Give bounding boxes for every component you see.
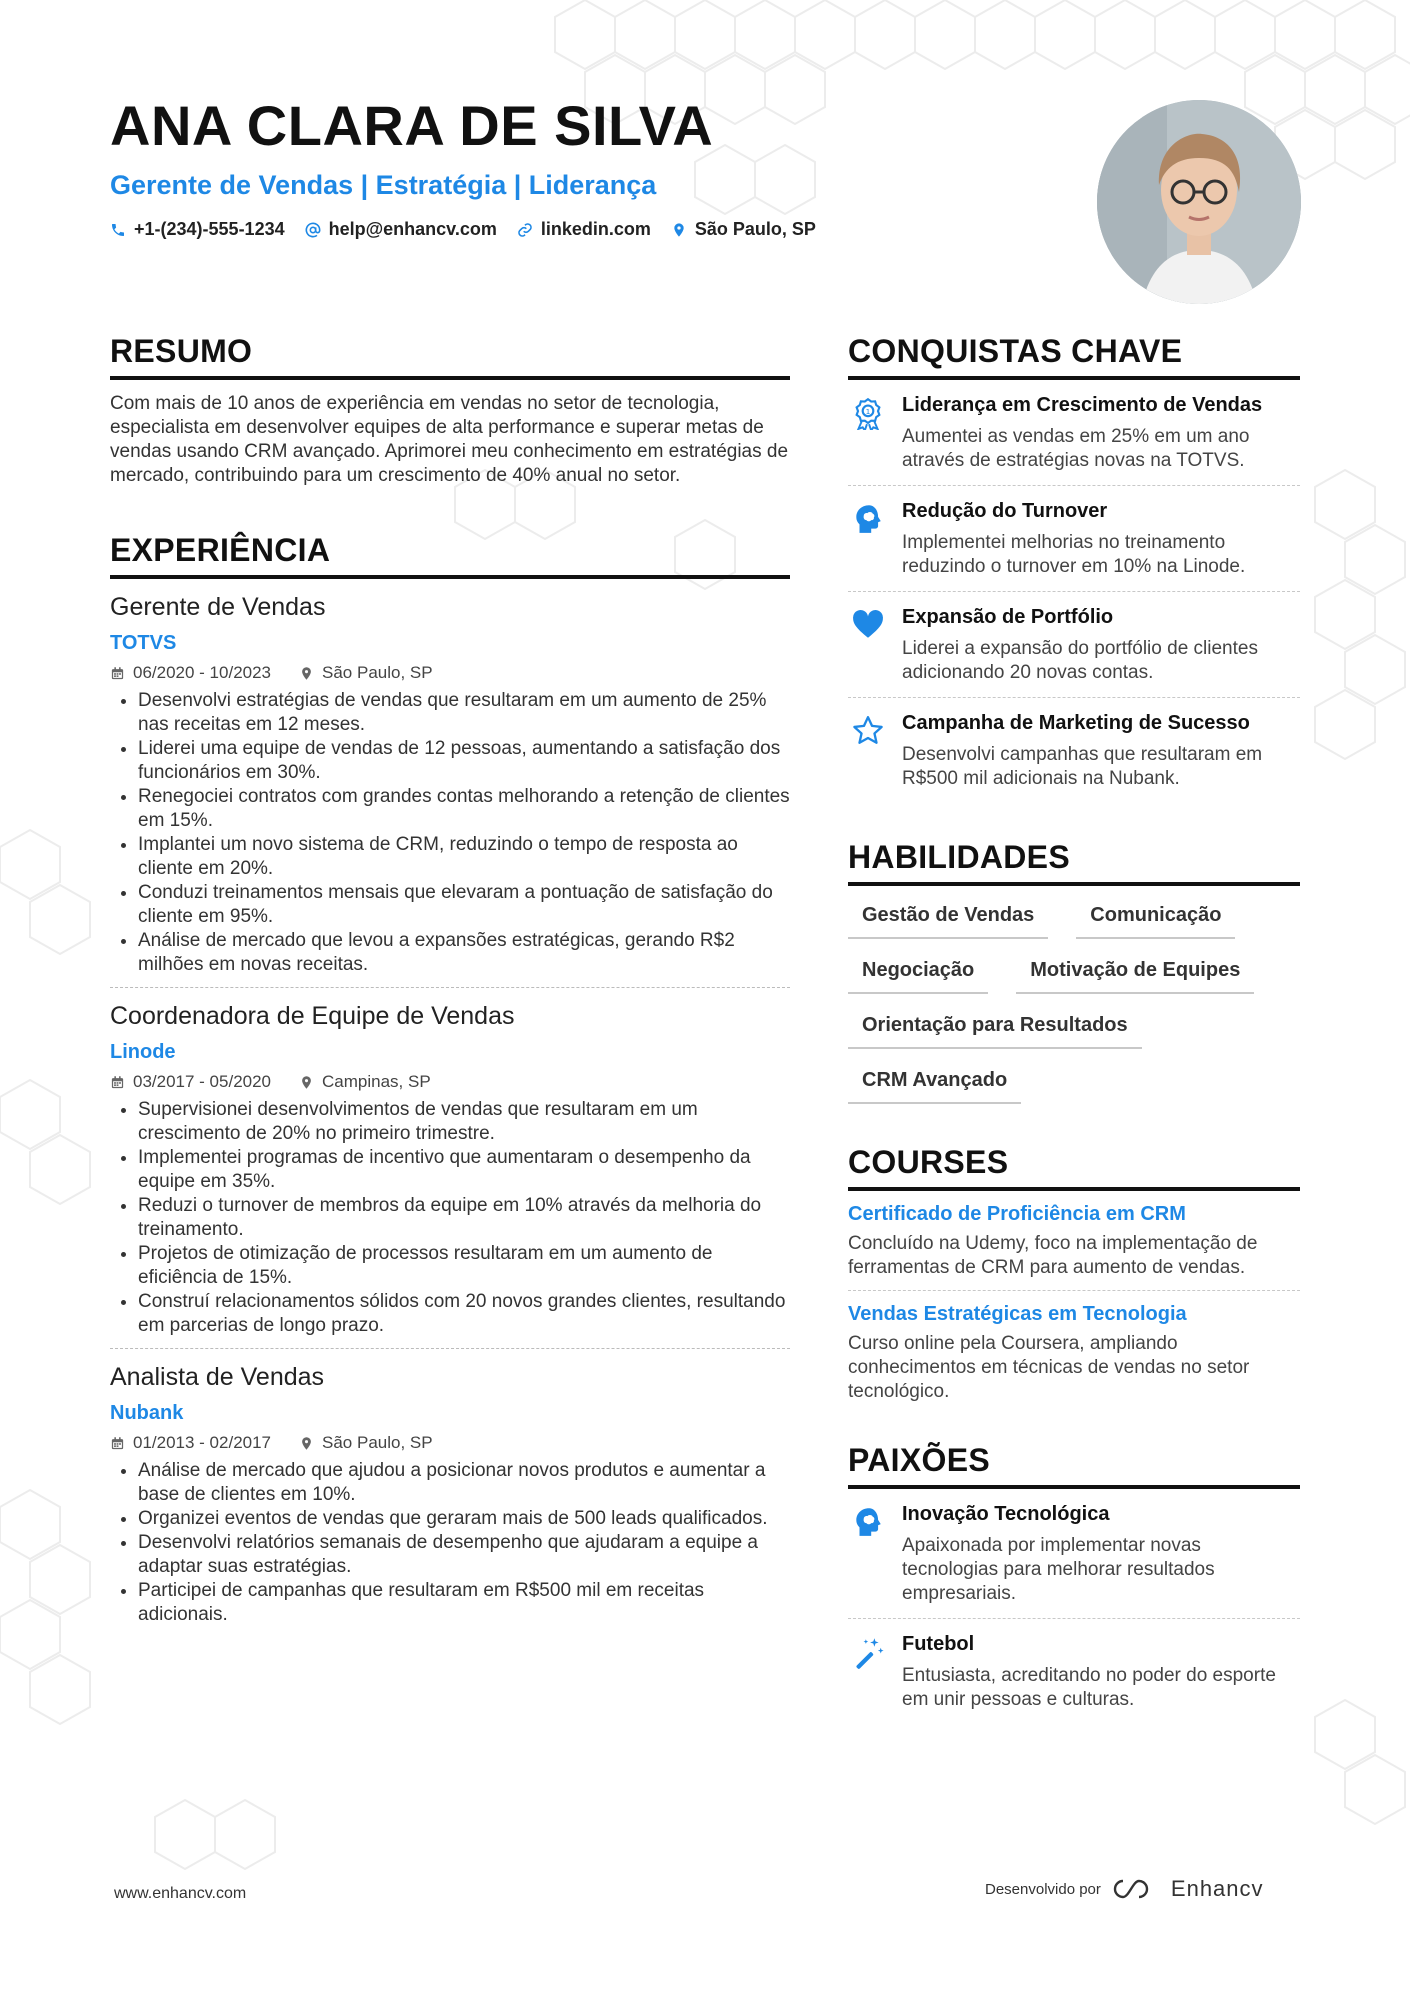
- passion-item: [848, 1619, 1300, 1724]
- passions-list: [848, 1489, 1300, 1724]
- link-icon: [517, 222, 533, 238]
- job-entry: [110, 593, 790, 988]
- job-bullet: • Projetos de otimização de processos resultaram em um aumento de eficiência de 15%.: [138, 1242, 790, 1290]
- course-item: [848, 1203, 1300, 1291]
- job-meta: [110, 1072, 790, 1092]
- job-bullet: • Renegociei contratos com grandes contas melhorando a retenção de clientes em 15%.: [138, 785, 790, 833]
- achievement-item: [848, 486, 1300, 592]
- job-bullet: • Conduzi treinamentos mensais que elevaram a pontuação de satisfação do cliente em 95%.: [138, 881, 790, 929]
- skill-tag: Orientação para Resultados: [848, 1008, 1142, 1049]
- passion-title: Inovação Tecnológica: [902, 1503, 1110, 1525]
- skill-tag: Negociação: [848, 953, 988, 994]
- job-bullet: • Liderei uma equipe de vendas de 12 pessoas, aumentando a satisfação dos funcionários em 30%.: [138, 737, 790, 785]
- job-meta: [110, 1433, 790, 1453]
- job-bullets: [110, 1459, 790, 1627]
- skill-tag: Comunicação: [1076, 898, 1235, 939]
- achievement-body: [902, 712, 1300, 791]
- footer-branding: [985, 1876, 1264, 1902]
- achievement-title: Liderança em Crescimento de Vendas: [902, 394, 1263, 416]
- contact-location-text: São Paulo, SP: [694, 219, 816, 239]
- job-bullet: • Implementei programas de incentivo que aumentaram o desempenho da equipe em 35%.: [138, 1146, 790, 1194]
- skill-tag: CRM Avançado: [848, 1063, 1021, 1104]
- job-divider: [110, 987, 790, 988]
- contact-phone-text: +1-(234)-555-1234: [134, 219, 285, 239]
- job-bullets: [110, 689, 790, 977]
- course-title: Certificado de Proficiência em CRM: [848, 1203, 1186, 1225]
- job-dates-text: 06/2020 - 10/2023: [133, 663, 272, 682]
- job-dates: [110, 1072, 271, 1092]
- footer-website[interactable]: www.enhancv.com: [114, 1885, 247, 1902]
- passion-description: Entusiasta, acreditando no poder do esporte em unir pessoas e culturas.: [902, 1665, 1276, 1710]
- skill-tag: Gestão de Vendas: [848, 898, 1048, 939]
- achievement-item: [848, 592, 1300, 698]
- achievements-list: [848, 380, 1300, 803]
- skills-heading: HABILIDADES: [848, 839, 1300, 886]
- experience-heading: EXPERIÊNCIA: [110, 532, 790, 579]
- achievement-title: Redução do Turnover: [902, 500, 1108, 522]
- job-location-text: São Paulo, SP: [322, 1433, 433, 1452]
- contact-email-text: help@enhancv.com: [328, 219, 497, 239]
- course-description: Curso online pela Coursera, ampliando conhecimentos em técnicas de vendas no setor tecnológico.: [848, 1333, 1250, 1402]
- left-column: [110, 333, 790, 1627]
- contact-linkedin[interactable]: [517, 219, 651, 240]
- passion-item: [848, 1489, 1300, 1619]
- phone-icon: [110, 222, 126, 238]
- resume-header: [110, 94, 1070, 240]
- contact-email[interactable]: [305, 219, 497, 240]
- course-title: Vendas Estratégicas em Tecnologia: [848, 1303, 1187, 1325]
- job-company: Linode: [110, 1041, 176, 1063]
- courses-heading: COURSES: [848, 1144, 1300, 1191]
- achievement-description: Liderei a expansão do portfólio de clientes adicionando 20 novas contas.: [902, 638, 1258, 683]
- job-company: Nubank: [110, 1402, 184, 1424]
- job-location: [299, 1072, 431, 1092]
- achievement-item: [848, 698, 1300, 803]
- at-icon: [305, 222, 321, 238]
- job-bullet: • Supervisionei desenvolvimentos de vendas que resultaram em um crescimento de 20% no primeiro trimestre.: [138, 1098, 790, 1146]
- passion-title: Futebol: [902, 1633, 975, 1655]
- job-location: [299, 1433, 433, 1453]
- job-bullet: • Construí relacionamentos sólidos com 20 novos grandes clientes, resultando em parcerias de longo prazo.: [138, 1290, 790, 1338]
- skill-tag: Motivação de Equipes: [1016, 953, 1254, 994]
- contact-linkedin-text: linkedin.com: [540, 219, 651, 239]
- contact-location: [671, 219, 816, 240]
- enhancv-logo-icon: [1113, 1877, 1159, 1901]
- achievement-body: [902, 500, 1300, 579]
- passion-body: [902, 1633, 1300, 1712]
- candidate-name: ANA CLARA DE SILVA: [110, 94, 714, 157]
- job-dates-text: 01/2013 - 02/2017: [133, 1433, 272, 1452]
- head-brain-icon: [848, 500, 888, 579]
- job-bullet: • Análise de mercado que levou a expansões estratégicas, gerando R$2 milhões em novas receitas.: [138, 929, 790, 977]
- contact-phone[interactable]: [110, 219, 285, 240]
- job-bullets: [110, 1098, 790, 1338]
- achievement-description: Aumentei as vendas em 25% em um ano através de estratégias novas na TOTVS.: [902, 426, 1250, 471]
- summary-text: Com mais de 10 anos de experiência em vendas no setor de tecnologia, especialista em desenvolver equipes de alta performance e superar metas de vendas usando CRM avançado. Aprimorei meu conhecimento em estratégias de mercado, contribuindo para um crescimento de 40% anual no setor.: [110, 393, 789, 486]
- achievement-item: [848, 380, 1300, 486]
- contact-bar: [110, 219, 1070, 240]
- job-location-text: Campinas, SP: [322, 1072, 431, 1091]
- calendar-icon: [110, 1075, 125, 1090]
- job-meta: [110, 663, 790, 683]
- job-bullet: • Organizei eventos de vendas que geraram mais de 500 leads qualificados.: [138, 1507, 790, 1531]
- star-icon: [848, 712, 888, 791]
- job-title: Gerente de Vendas: [110, 593, 326, 621]
- job-bullet: • Reduzi o turnover de membros da equipe em 10% através da melhoria do treinamento.: [138, 1194, 790, 1242]
- job-bullet: • Implantei um novo sistema de CRM, reduzindo o tempo de resposta ao cliente em 20%.: [138, 833, 790, 881]
- job-dates: [110, 1433, 271, 1453]
- course-description: Concluído na Udemy, foco na implementação de ferramentas de CRM para aumento de vendas.: [848, 1233, 1258, 1278]
- calendar-icon: [110, 1436, 125, 1451]
- footer-powered-by: Desenvolvido por: [985, 1880, 1101, 1898]
- passion-description: Apaixonada por implementar novas tecnologias para melhorar resultados empresariais.: [902, 1535, 1215, 1604]
- job-bullet: • Desenvolvi relatórios semanais de desempenho que ajudaram a equipe a adaptar suas estratégias.: [138, 1531, 790, 1579]
- footer-brand-name[interactable]: Enhancv: [1170, 1876, 1264, 1901]
- passion-body: [902, 1503, 1300, 1606]
- head-brain-icon: [848, 1503, 888, 1606]
- calendar-icon: [110, 666, 125, 681]
- job-bullet: • Desenvolvi estratégias de vendas que resultaram em um aumento de 25% nas receitas em 12 meses.: [138, 689, 790, 737]
- passions-heading: PAIXÕES: [848, 1442, 1300, 1489]
- achievement-description: Desenvolvi campanhas que resultaram em R$500 mil adicionais na Nubank.: [902, 744, 1263, 789]
- profile-photo: [1097, 100, 1301, 304]
- heart-icon: [848, 606, 888, 685]
- location-pin-icon: [299, 1075, 314, 1090]
- job-company: TOTVS: [110, 632, 177, 654]
- course-divider: [848, 1290, 1300, 1291]
- achievements-heading: CONQUISTAS CHAVE: [848, 333, 1300, 380]
- magic-wand-icon: [848, 1633, 888, 1712]
- job-entry: [110, 1363, 790, 1627]
- location-pin-icon: [299, 1436, 314, 1451]
- job-bullet: • Participei de campanhas que resultaram em R$500 mil em receitas adicionais.: [138, 1579, 790, 1627]
- profile-photo-illustration: [1097, 100, 1301, 304]
- job-dates-text: 03/2017 - 05/2020: [133, 1072, 272, 1091]
- achievement-title: Expansão de Portfólio: [902, 606, 1114, 628]
- location-pin-icon: [671, 222, 687, 238]
- job-location-text: São Paulo, SP: [322, 663, 433, 682]
- location-pin-icon: [299, 666, 314, 681]
- job-location: [299, 663, 433, 683]
- achievement-body: [902, 606, 1300, 685]
- achievement-title: Campanha de Marketing de Sucesso: [902, 712, 1250, 734]
- course-item: [848, 1303, 1300, 1404]
- job-divider: [110, 1348, 790, 1349]
- right-column: [848, 333, 1300, 1724]
- job-entry: [110, 1002, 790, 1349]
- job-dates: [110, 663, 271, 683]
- achievement-body: [902, 394, 1300, 473]
- candidate-subtitle: Gerente de Vendas | Estratégia | Liderança: [110, 170, 657, 200]
- job-title: Analista de Vendas: [110, 1363, 325, 1391]
- summary-heading: RESUMO: [110, 333, 790, 380]
- skills-list: [848, 898, 1300, 1104]
- job-bullet: • Análise de mercado que ajudou a posicionar novos produtos e aumentar a base de clientes em 10%.: [138, 1459, 790, 1507]
- achievement-description: Implementei melhorias no treinamento reduzindo o turnover em 10% na Linode.: [902, 532, 1246, 577]
- svg-text:1: 1: [865, 407, 871, 417]
- award-ribbon-icon: [848, 394, 888, 473]
- job-title: Coordenadora de Equipe de Vendas: [110, 1002, 515, 1030]
